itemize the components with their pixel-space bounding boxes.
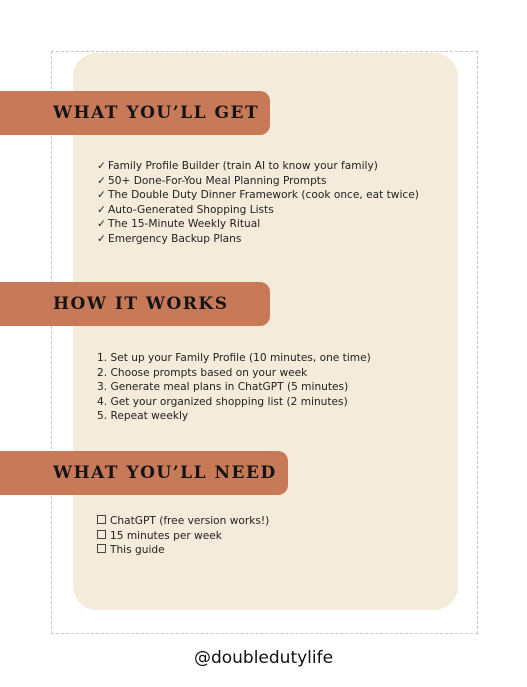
check-icon: ✓: [97, 232, 106, 245]
step-number: 5.: [97, 410, 111, 422]
step-number: 3.: [97, 381, 111, 393]
check-icon: ✓: [97, 203, 106, 216]
section-title: WHAT YOU’LL NEED: [53, 463, 277, 483]
checkbox-icon: [97, 530, 106, 539]
list-item: ✓ Family Profile Builder (train AI to know your family): [97, 160, 378, 172]
check-icon: ✓: [97, 174, 106, 187]
checkbox-icon: [97, 515, 106, 524]
list-item: ✓ 50+ Done-For-You Meal Planning Prompts: [97, 174, 327, 187]
check-icon: ✓: [97, 218, 106, 230]
step-number: 4.: [97, 395, 111, 408]
list-item: 5. Repeat weekly: [97, 410, 189, 422]
list-item: ✓ Auto-Generated Shopping Lists: [97, 203, 274, 216]
step-number: 1.: [97, 352, 111, 364]
section-title: HOW IT WORKS: [53, 294, 229, 314]
list-item: ✓ The 15-Minute Weekly Ritual: [97, 218, 261, 230]
list-item: ✓ Emergency Backup Plans: [97, 232, 242, 245]
section-banner-what-youll-get: [0, 91, 270, 135]
steps-list: [97, 351, 371, 424]
section-title: WHAT YOU’LL GET: [53, 103, 260, 123]
section-banner-how-it-works: [0, 282, 270, 326]
benefits-list: [97, 159, 419, 246]
list-item: ChatGPT (free version works!): [97, 514, 269, 529]
needs-list: [97, 514, 269, 558]
list-item: 2. Choose prompts based on your week: [97, 366, 308, 379]
checkbox-icon: [97, 544, 106, 553]
check-icon: ✓: [97, 189, 106, 201]
social-handle: @doubledutylife: [193, 648, 334, 668]
list-item: This guide: [97, 543, 269, 558]
section-banner-what-youll-need: [0, 451, 288, 495]
list-item: 15 minutes per week: [97, 529, 269, 544]
check-icon: ✓: [97, 160, 106, 172]
list-item: 1. Set up your Family Profile (10 minutes, one time): [97, 352, 371, 364]
list-item: ✓ The Double Duty Dinner Framework (cook once, eat twice): [97, 189, 419, 201]
list-item: 3. Generate meal plans in ChatGPT (5 minutes): [97, 381, 349, 393]
step-number: 2.: [97, 366, 111, 379]
list-item: 4. Get your organized shopping list (2 minutes): [97, 395, 348, 408]
